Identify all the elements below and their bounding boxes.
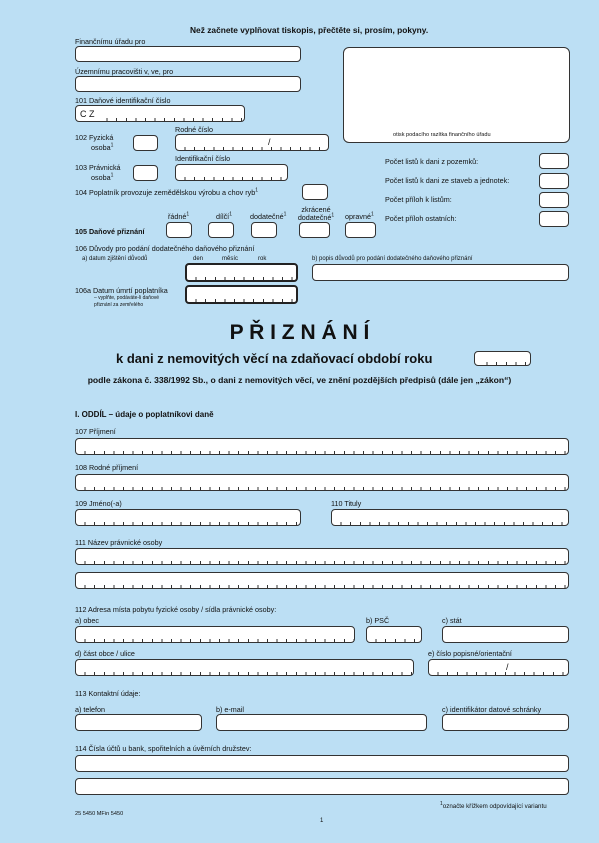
footnote-sup: 1 [255,187,258,194]
postal-code-ticks [367,639,421,642]
birth-surname-label: 108 Rodné příjmení [75,463,139,472]
day-label: den [193,256,204,262]
footnote-sup: 1 [110,172,114,179]
bank-accounts-label: 114 Čísla účtů u bank, spořitelních a úvěrních družstev: [75,744,252,753]
tax-year-field[interactable] [474,351,531,366]
count-attachments-other-label: Počet příloh ostatních: [385,214,457,223]
return-type-0-label [168,213,189,220]
birth-number-slash: / [268,137,271,147]
form-subtitle: k dani z nemovitých věcí na zdaňovací období roku [116,351,433,366]
street-field[interactable] [75,659,414,676]
ic-ticks [176,177,287,180]
footnote-text: označte křížkem odpovídající variantu [442,803,547,811]
footnote-sup: 1 [440,801,443,807]
reason-date-field[interactable] [185,263,298,282]
instruction-text: Než začnete vyplňovat tiskopis, přečtěte si, prosím, pokyny. [190,25,429,35]
bank-account-field-2[interactable] [75,778,569,795]
ic-field[interactable] [175,164,288,181]
country-field[interactable] [442,626,569,643]
return-short-supplementary-checkbox[interactable] [299,222,330,238]
footnote-sup: 1 [186,211,190,218]
natural-person-text: osoba [91,143,111,152]
postal-code-label: b) PSČ [366,616,390,625]
death-date-field[interactable] [185,285,298,304]
house-number-slash: / [506,662,509,672]
dic-field[interactable] [75,105,245,122]
form-title: P Ř I Z N Á N Í [229,321,370,344]
titles-label: 110 Tituly [331,499,362,508]
databox-field[interactable] [442,714,569,731]
reason-description-field[interactable] [312,264,569,281]
titles-field[interactable] [331,509,569,526]
natural-person-checkbox[interactable] [133,135,158,151]
city-field[interactable] [75,626,355,643]
return-type-3-text: zkrácené dodatečné [297,205,332,222]
phone-label: a) telefon [75,705,105,714]
death-note-2: přiznání za zemřelého [94,302,144,308]
city-label: a) obec [75,616,99,625]
reason-date-label: a) datum zjištění důvodů [82,256,148,262]
company-name-field-1[interactable] [75,548,569,565]
ic-label: Identifikační číslo [175,154,231,163]
death-note-1: – vyplňte, podáváte-li daňové [94,295,160,301]
count-buildings-field[interactable] [539,173,569,189]
country-label: c) stát [442,616,462,625]
page-number: 1 [320,818,324,824]
phone-field[interactable] [75,714,202,731]
return-type-4-text: opravné [345,212,371,221]
legal-person-checkbox[interactable] [133,165,158,181]
count-attachments-other-field[interactable] [539,211,569,227]
tax-year-ticks [478,362,527,365]
postal-code-field[interactable] [366,626,422,643]
birth-number-field[interactable] [175,134,329,151]
email-label: b) e-mail [216,705,244,714]
footnote-sup: 1 [229,211,232,218]
legal-person-label: 103 Právnická [75,163,121,172]
workplace-field[interactable] [75,76,301,92]
contact-label: 113 Kontaktní údaje: [75,689,141,698]
return-type-2-text: dodatečné [250,212,284,221]
count-land-field[interactable] [539,153,569,169]
first-name-ticks [76,522,300,525]
death-date-ticks [187,299,296,302]
supplementary-reasons-label: 106 Důvody pro podání dodatečného daňového přiznání [75,244,255,253]
farming-checkbox[interactable] [302,184,328,200]
company-name-field-2[interactable] [75,572,569,589]
count-buildings-label: Počet listů k dani ze staveb a jednotek: [385,176,510,185]
street-label: d) část obce / ulice [75,649,135,658]
return-supplementary-checkbox[interactable] [251,222,277,238]
return-type-2-label [250,213,286,220]
surname-ticks [76,451,568,454]
dic-label: 101 Daňové identifikační číslo [75,96,171,105]
company-name-label: 111 Název právnické osoby [75,538,163,547]
street-ticks [76,672,413,675]
city-ticks [76,639,354,642]
first-name-label: 109 Jméno(-a) [75,499,122,508]
year-label: rok [258,256,267,262]
legal-person-text: osoba [91,173,111,182]
death-date-label: 106a Datum úmrtí poplatníka [75,286,168,295]
stamp-label: otisk podacího razítka finančního úřadu [393,132,491,138]
return-type-label: 105 Daňové přiznání [75,227,145,236]
return-type-0-text: řádné [168,212,187,221]
return-type-1-text: dílčí [216,212,230,221]
birth-surname-field[interactable] [75,474,569,491]
reason-date-ticks [187,277,296,280]
return-partial-checkbox[interactable] [208,222,234,238]
email-field[interactable] [216,714,427,731]
surname-field[interactable] [75,438,569,455]
natural-person-label2 [91,144,113,151]
databox-label: c) identifikátor datové schránky [442,705,542,714]
footnote-sup: 1 [331,212,335,219]
farming-label: 104 Poplatník provozuje zemědělskou výrobu a chov ryb [75,188,256,197]
natural-person-label: 102 Fyzická [75,133,114,142]
financial-office-field[interactable] [75,46,301,62]
address-label: 112 Adresa místa pobytu fyzické osoby / sídla právnické osoby: [75,605,277,614]
count-attachments-sheets-field[interactable] [539,192,569,208]
section1-heading: I. ODDÍL – údaje o poplatníkovi daně [75,410,214,419]
reason-description-label: b) popis důvodů pro podání dodatečného daňového přiznání [312,256,473,262]
form-code: 25 5450 MFin 5450 [75,811,124,817]
house-number-label: e) číslo popisné/orientační [428,649,512,658]
titles-ticks [332,522,568,525]
month-label: měsíc [222,256,239,262]
footnote-sup: 1 [370,211,374,218]
birth-number-label: Rodné číslo [175,125,213,134]
law-reference: podle zákona č. 338/1992 Sb., o dani z nemovitých věcí, ve znění pozdějších předpisů (dále jen „zákon“) [87,375,512,385]
footnote [440,801,547,811]
company-name-ticks-2 [76,585,568,588]
house-number-ticks [429,672,568,675]
footnote-sup: 1 [283,211,287,218]
return-type-4-label [345,213,374,220]
return-type-3-label [296,206,336,222]
dic-ticks [98,118,244,121]
legal-person-label2 [91,174,113,181]
count-attachments-sheets-label: Počet příloh k listům: [385,195,452,204]
company-name-ticks-1 [76,561,568,564]
birth-surname-ticks [76,487,568,490]
footnote-sup: 1 [110,142,114,149]
dic-prefix: C Z [80,109,95,119]
house-number-field[interactable] [428,659,569,676]
farming-row [75,189,258,196]
first-name-field[interactable] [75,509,301,526]
return-type-1-label [216,213,232,220]
return-corrective-checkbox[interactable] [345,222,376,238]
stamp-box [343,47,570,143]
count-land-label: Počet listů k dani z pozemků: [385,157,479,166]
workplace-label: Územnímu pracovišti v, ve, pro [75,67,174,76]
return-regular-checkbox[interactable] [166,222,192,238]
surname-label: 107 Příjmení [75,427,116,436]
bank-account-field-1[interactable] [75,755,569,772]
financial-office-label: Finančnímu úřadu pro [75,37,146,46]
birth-number-ticks [176,147,328,150]
